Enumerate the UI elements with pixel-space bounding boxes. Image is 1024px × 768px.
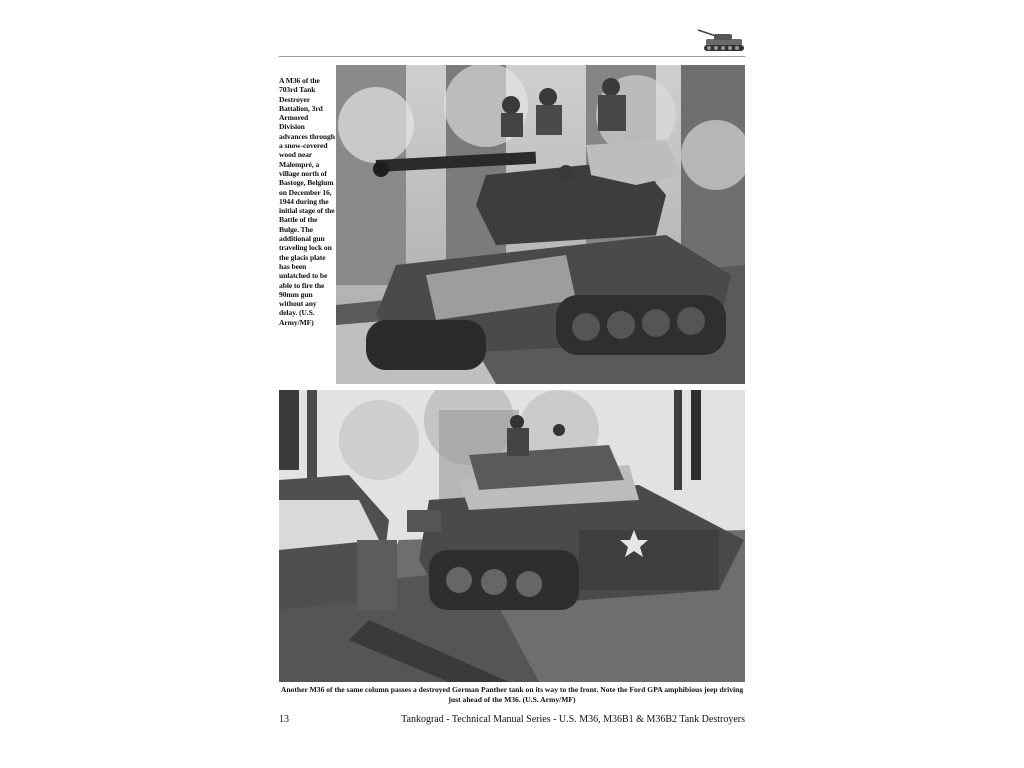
photo-2-caption: Another M36 of the same column passes a destroyed German Panther tank on its way to the front. Note the Ford GPA amphibious jeep driving just ahead of the M36. (U.S. Army/MF) — [280, 685, 744, 704]
photo-1-caption: A M36 of the 703rd Tank Destroyer Battalion, 3rd Armored Division advances through a snow-covered wood near Malempré, a village north of Bastoge, Belgium on December 16, 1944 during the initial stage of the Battle of the Bulge. The additional gun traveling lock on the glacis plate has been unlatched to be able to fire the 90mm gun without any delay. (U.S. Army/MF) — [279, 76, 335, 327]
photo-m36-snow-forest — [336, 65, 745, 384]
photo-m36-passing-panther — [279, 390, 745, 682]
tank-emblem-icon — [694, 24, 748, 54]
page-number: 13 — [279, 714, 289, 725]
header-divider — [279, 56, 745, 57]
series-title: Tankograd - Technical Manual Series - U.S. M36, M36B1 & M36B2 Tank Destroyers — [401, 714, 745, 725]
